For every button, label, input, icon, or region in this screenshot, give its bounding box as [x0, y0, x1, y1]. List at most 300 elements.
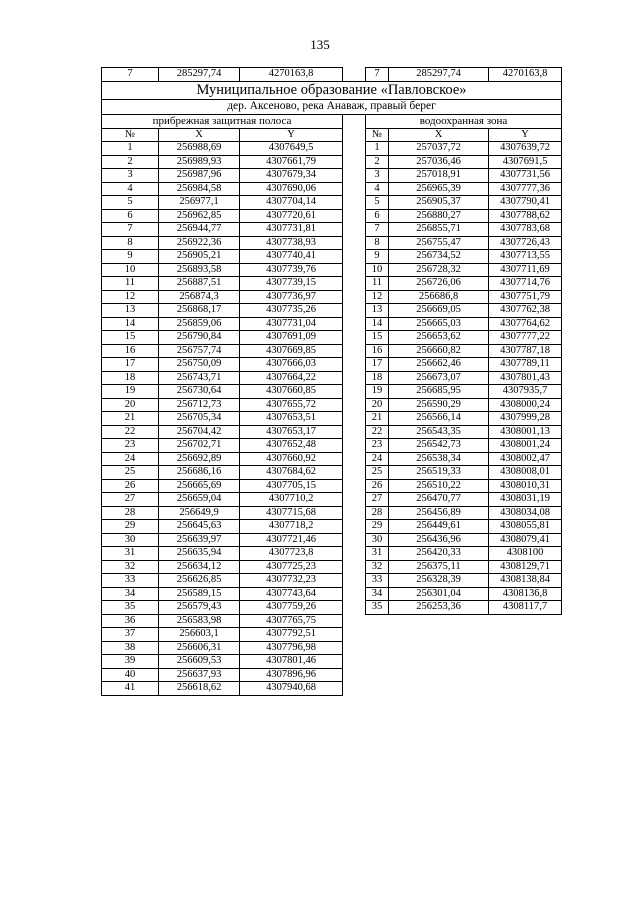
table-row: [102, 223, 562, 237]
right-cell-num: 6: [366, 209, 389, 223]
right-cell-x: 257036,46: [389, 155, 489, 169]
gap-cell: [343, 263, 366, 277]
right-cell-num: 23: [366, 439, 389, 453]
left-cell-y: 4307664,22: [240, 371, 343, 385]
gap-cell: [343, 331, 366, 345]
left-cell-num: 38: [102, 641, 159, 655]
table-row: [102, 682, 562, 696]
right-cell-x: 256673,07: [389, 371, 489, 385]
top-right-num: 7: [366, 68, 389, 82]
left-cell-x: 256790,84: [159, 331, 240, 345]
left-cell-num: 1: [102, 142, 159, 156]
gap-cell: [343, 317, 366, 331]
left-cell-y: 4307649,5: [240, 142, 343, 156]
right-cell-x: 257037,72: [389, 142, 489, 156]
left-cell-y: 4307759,26: [240, 601, 343, 615]
right-cell-x: 257018,91: [389, 169, 489, 183]
table-row: [102, 452, 562, 466]
left-cell-y: 4307896,96: [240, 668, 343, 682]
table-row: [102, 574, 562, 588]
table-row: [102, 182, 562, 196]
right-cell-num: 27: [366, 493, 389, 507]
left-cell-num: 33: [102, 574, 159, 588]
right-cell-x: 256449,61: [389, 520, 489, 534]
left-cell-y: 4307739,15: [240, 277, 343, 291]
table-row: [102, 290, 562, 304]
right-cell-y: 4308001,13: [489, 425, 562, 439]
right-cell-y: 4308136,8: [489, 587, 562, 601]
empty-cell: [366, 641, 389, 655]
left-cell-y: 4307691,09: [240, 331, 343, 345]
left-cell-x: 256583,98: [159, 614, 240, 628]
gap-cell: [343, 520, 366, 534]
left-cell-num: 5: [102, 196, 159, 210]
left-cell-x: 256743,71: [159, 371, 240, 385]
left-header-num: №: [102, 128, 159, 142]
left-cell-num: 14: [102, 317, 159, 331]
left-cell-x: 256649,9: [159, 506, 240, 520]
right-cell-y: 4307751,79: [489, 290, 562, 304]
left-cell-x: 256579,43: [159, 601, 240, 615]
right-cell-x: 256456,89: [389, 506, 489, 520]
left-cell-x: 256635,94: [159, 547, 240, 561]
empty-cell: [389, 668, 489, 682]
left-cell-y: 4307669,85: [240, 344, 343, 358]
left-cell-x: 256922,36: [159, 236, 240, 250]
coordinates-table: [101, 67, 562, 696]
left-cell-x: 256609,53: [159, 655, 240, 669]
left-cell-x: 256645,63: [159, 520, 240, 534]
right-cell-y: 4307789,11: [489, 358, 562, 372]
left-cell-y: 4307801,46: [240, 655, 343, 669]
left-cell-num: 31: [102, 547, 159, 561]
right-cell-num: 31: [366, 547, 389, 561]
right-cell-y: 4307999,28: [489, 412, 562, 426]
location-subtitle: дер. Аксеново, река Анаваж, правый берег: [102, 99, 562, 114]
gap-cell: [343, 614, 366, 628]
gap-cell: [343, 371, 366, 385]
left-cell-y: 4307705,15: [240, 479, 343, 493]
right-cell-y: 4307714,76: [489, 277, 562, 291]
left-cell-y: 4307731,81: [240, 223, 343, 237]
left-cell-num: 9: [102, 250, 159, 264]
right-cell-num: 21: [366, 412, 389, 426]
right-cell-num: 22: [366, 425, 389, 439]
gap-cell: [343, 223, 366, 237]
right-header-y: Y: [489, 128, 562, 142]
left-cell-num: 26: [102, 479, 159, 493]
empty-cell: [366, 668, 389, 682]
right-cell-num: 8: [366, 236, 389, 250]
right-cell-num: 5: [366, 196, 389, 210]
right-cell-y: 4308010,31: [489, 479, 562, 493]
left-cell-num: 23: [102, 439, 159, 453]
table-row: [102, 263, 562, 277]
left-cell-x: 256989,93: [159, 155, 240, 169]
left-cell-num: 34: [102, 587, 159, 601]
empty-cell: [489, 668, 562, 682]
table-row: [102, 493, 562, 507]
left-cell-y: 4307718,2: [240, 520, 343, 534]
left-cell-y: 4307715,68: [240, 506, 343, 520]
right-cell-x: 256728,32: [389, 263, 489, 277]
left-cell-y: 4307710,2: [240, 493, 343, 507]
table-row: [102, 250, 562, 264]
gap-cell: [343, 412, 366, 426]
left-cell-y: 4307704,14: [240, 196, 343, 210]
right-cell-y: 4307777,36: [489, 182, 562, 196]
left-cell-num: 36: [102, 614, 159, 628]
gap-cell: [343, 385, 366, 399]
right-cell-y: 4307801,43: [489, 371, 562, 385]
left-cell-x: 256603,1: [159, 628, 240, 642]
right-cell-num: 7: [366, 223, 389, 237]
right-cell-x: 256660,82: [389, 344, 489, 358]
left-cell-x: 256962,85: [159, 209, 240, 223]
left-cell-y: 4307765,75: [240, 614, 343, 628]
left-cell-num: 37: [102, 628, 159, 642]
right-cell-num: 28: [366, 506, 389, 520]
table-row: [102, 520, 562, 534]
left-cell-x: 256944,77: [159, 223, 240, 237]
left-cell-x: 256874,3: [159, 290, 240, 304]
right-cell-num: 34: [366, 587, 389, 601]
empty-cell: [389, 682, 489, 696]
gap-cell: [343, 425, 366, 439]
left-cell-num: 24: [102, 452, 159, 466]
left-cell-y: 4307796,98: [240, 641, 343, 655]
right-cell-num: 10: [366, 263, 389, 277]
right-cell-y: 4308079,41: [489, 533, 562, 547]
left-cell-x: 256887,51: [159, 277, 240, 291]
table-row: [102, 668, 562, 682]
left-cell-num: 17: [102, 358, 159, 372]
right-cell-y: 4307726,43: [489, 236, 562, 250]
right-cell-num: 17: [366, 358, 389, 372]
gap-cell: [343, 574, 366, 588]
left-cell-num: 4: [102, 182, 159, 196]
table-row: [102, 385, 562, 399]
gap-cell: [343, 344, 366, 358]
empty-cell: [366, 655, 389, 669]
top-row: [102, 68, 562, 82]
left-cell-y: 4307731,04: [240, 317, 343, 331]
right-cell-y: 4307787,18: [489, 344, 562, 358]
left-cell-num: 29: [102, 520, 159, 534]
left-cell-y: 4307684,62: [240, 466, 343, 480]
top-right-x: 285297,74: [389, 68, 489, 82]
right-cell-x: 256538,34: [389, 452, 489, 466]
right-cell-y: 4308002,47: [489, 452, 562, 466]
left-cell-num: 20: [102, 398, 159, 412]
gap-cell: [343, 304, 366, 318]
left-cell-num: 6: [102, 209, 159, 223]
table-row: [102, 317, 562, 331]
gap-cell: [343, 601, 366, 615]
table-row: [102, 142, 562, 156]
right-zone-title: водоохранная зона: [366, 114, 562, 128]
left-cell-y: 4307940,68: [240, 682, 343, 696]
left-cell-y: 4307666,03: [240, 358, 343, 372]
left-cell-x: 256730,64: [159, 385, 240, 399]
right-cell-num: 14: [366, 317, 389, 331]
right-cell-num: 1: [366, 142, 389, 156]
top-left-x: 285297,74: [159, 68, 240, 82]
table-row: [102, 560, 562, 574]
right-cell-num: 33: [366, 574, 389, 588]
left-cell-num: 12: [102, 290, 159, 304]
right-cell-num: 9: [366, 250, 389, 264]
gap-cell: [343, 277, 366, 291]
table-row: [102, 506, 562, 520]
right-cell-y: 4307935,7: [489, 385, 562, 399]
left-cell-y: 4307661,79: [240, 155, 343, 169]
gap-cell: [343, 68, 366, 82]
right-cell-num: 20: [366, 398, 389, 412]
right-cell-x: 256726,06: [389, 277, 489, 291]
empty-cell: [489, 628, 562, 642]
right-cell-x: 256686,8: [389, 290, 489, 304]
right-cell-y: 4308138,84: [489, 574, 562, 588]
right-cell-x: 256328,39: [389, 574, 489, 588]
right-cell-num: 18: [366, 371, 389, 385]
right-cell-x: 256470,77: [389, 493, 489, 507]
table-row: [102, 331, 562, 345]
left-cell-y: 4307653,17: [240, 425, 343, 439]
left-cell-y: 4307732,23: [240, 574, 343, 588]
right-cell-num: 26: [366, 479, 389, 493]
right-cell-num: 32: [366, 560, 389, 574]
right-cell-x: 256519,33: [389, 466, 489, 480]
table-row: [102, 412, 562, 426]
right-cell-y: 4307711,69: [489, 263, 562, 277]
left-cell-num: 13: [102, 304, 159, 318]
left-cell-num: 21: [102, 412, 159, 426]
right-cell-y: 4308117,7: [489, 601, 562, 615]
right-cell-y: 4308055,81: [489, 520, 562, 534]
left-cell-x: 256893,58: [159, 263, 240, 277]
left-cell-y: 4307690,06: [240, 182, 343, 196]
gap-cell: [343, 155, 366, 169]
gap-cell: [343, 439, 366, 453]
left-zone-title: прибрежная защитная полоса: [102, 114, 343, 128]
left-cell-num: 25: [102, 466, 159, 480]
left-cell-num: 27: [102, 493, 159, 507]
table-row: [102, 655, 562, 669]
table-row: [102, 209, 562, 223]
right-cell-y: 4307788,62: [489, 209, 562, 223]
page-number: 135: [310, 37, 330, 52]
right-cell-x: 256375,11: [389, 560, 489, 574]
right-cell-num: 29: [366, 520, 389, 534]
left-cell-y: 4307652,48: [240, 439, 343, 453]
left-cell-x: 256704,42: [159, 425, 240, 439]
empty-cell: [366, 682, 389, 696]
table-row: [102, 479, 562, 493]
gap-cell: [343, 506, 366, 520]
right-cell-x: 256542,73: [389, 439, 489, 453]
left-cell-num: 35: [102, 601, 159, 615]
left-cell-x: 256859,06: [159, 317, 240, 331]
empty-cell: [489, 614, 562, 628]
table-row: [102, 196, 562, 210]
right-cell-y: 4307731,56: [489, 169, 562, 183]
right-cell-x: 256420,33: [389, 547, 489, 561]
left-cell-y: 4307739,76: [240, 263, 343, 277]
empty-cell: [489, 682, 562, 696]
right-cell-x: 256685,95: [389, 385, 489, 399]
left-cell-x: 256665,69: [159, 479, 240, 493]
right-cell-x: 256436,96: [389, 533, 489, 547]
left-cell-y: 4307735,26: [240, 304, 343, 318]
gap-cell: [343, 641, 366, 655]
gap-cell: [343, 398, 366, 412]
left-cell-y: 4307723,8: [240, 547, 343, 561]
municipality-title: Муниципальное образование «Павловское»: [102, 81, 562, 99]
right-header-x: X: [389, 128, 489, 142]
table-row: [102, 169, 562, 183]
left-cell-x: 256686,16: [159, 466, 240, 480]
gap-cell: [343, 547, 366, 561]
gap-cell: [343, 236, 366, 250]
left-cell-num: 19: [102, 385, 159, 399]
gap-cell: [343, 628, 366, 642]
right-cell-x: 256253,36: [389, 601, 489, 615]
title-row: [102, 81, 562, 99]
gap-cell: [343, 182, 366, 196]
empty-cell: [389, 614, 489, 628]
left-cell-x: 256634,12: [159, 560, 240, 574]
right-cell-y: 4307764,62: [489, 317, 562, 331]
left-cell-y: 4307721,46: [240, 533, 343, 547]
empty-cell: [389, 628, 489, 642]
gap-cell: [343, 479, 366, 493]
gap-cell: [343, 682, 366, 696]
right-cell-x: 256510,22: [389, 479, 489, 493]
gap-cell: [343, 290, 366, 304]
right-cell-y: 4307783,68: [489, 223, 562, 237]
right-cell-x: 256662,46: [389, 358, 489, 372]
left-cell-x: 256712,73: [159, 398, 240, 412]
left-cell-x: 256977,1: [159, 196, 240, 210]
left-cell-num: 7: [102, 223, 159, 237]
gap-cell: [343, 533, 366, 547]
left-cell-x: 256987,96: [159, 169, 240, 183]
left-cell-x: 256705,34: [159, 412, 240, 426]
left-cell-num: 8: [102, 236, 159, 250]
left-cell-num: 28: [102, 506, 159, 520]
left-cell-num: 40: [102, 668, 159, 682]
empty-cell: [489, 641, 562, 655]
right-cell-y: 4307777,22: [489, 331, 562, 345]
gap-cell: [343, 358, 366, 372]
left-cell-x: 256626,85: [159, 574, 240, 588]
left-cell-num: 15: [102, 331, 159, 345]
gap-cell: [343, 250, 366, 264]
gap-cell: [343, 655, 366, 669]
right-cell-num: 11: [366, 277, 389, 291]
left-cell-x: 256639,97: [159, 533, 240, 547]
left-cell-x: 256659,04: [159, 493, 240, 507]
left-cell-x: 256905,21: [159, 250, 240, 264]
right-cell-num: 15: [366, 331, 389, 345]
table-row: [102, 587, 562, 601]
empty-cell: [389, 655, 489, 669]
right-cell-x: 256590,29: [389, 398, 489, 412]
gap-cell: [343, 128, 366, 142]
table-row: [102, 641, 562, 655]
table-row: [102, 277, 562, 291]
right-cell-y: 4307691,5: [489, 155, 562, 169]
left-cell-y: 4307736,97: [240, 290, 343, 304]
table-row: [102, 371, 562, 385]
right-cell-x: 256965,39: [389, 182, 489, 196]
right-cell-y: 4307713,55: [489, 250, 562, 264]
left-cell-y: 4307725,23: [240, 560, 343, 574]
right-cell-num: 4: [366, 182, 389, 196]
left-cell-x: 256750,09: [159, 358, 240, 372]
right-cell-y: 4308129,71: [489, 560, 562, 574]
table-row: [102, 547, 562, 561]
gap-cell: [343, 169, 366, 183]
left-cell-y: 4307660,85: [240, 385, 343, 399]
left-header-y: Y: [240, 128, 343, 142]
table-row: [102, 358, 562, 372]
table-row: [102, 601, 562, 615]
right-cell-x: 256755,47: [389, 236, 489, 250]
coordinates-table-body: [102, 68, 562, 696]
gap-cell: [343, 466, 366, 480]
right-cell-x: 256734,52: [389, 250, 489, 264]
table-row: [102, 425, 562, 439]
left-cell-y: 4307653,51: [240, 412, 343, 426]
left-cell-num: 11: [102, 277, 159, 291]
right-cell-num: 2: [366, 155, 389, 169]
right-cell-num: 30: [366, 533, 389, 547]
table-row: [102, 628, 562, 642]
top-left-num: 7: [102, 68, 159, 82]
left-cell-x: 256868,17: [159, 304, 240, 318]
left-cell-x: 256988,69: [159, 142, 240, 156]
right-cell-num: 12: [366, 290, 389, 304]
left-cell-num: 39: [102, 655, 159, 669]
left-cell-x: 256589,15: [159, 587, 240, 601]
right-header-num: №: [366, 128, 389, 142]
right-cell-x: 256669,05: [389, 304, 489, 318]
right-cell-num: 19: [366, 385, 389, 399]
right-cell-num: 25: [366, 466, 389, 480]
left-cell-y: 4307660,92: [240, 452, 343, 466]
left-cell-y: 4307743,64: [240, 587, 343, 601]
left-cell-x: 256618,62: [159, 682, 240, 696]
header-row: [102, 128, 562, 142]
right-cell-num: 13: [366, 304, 389, 318]
left-cell-y: 4307720,61: [240, 209, 343, 223]
right-cell-y: 4307790,41: [489, 196, 562, 210]
left-cell-num: 41: [102, 682, 159, 696]
gap-cell: [343, 668, 366, 682]
left-cell-num: 16: [102, 344, 159, 358]
empty-cell: [489, 655, 562, 669]
left-cell-num: 32: [102, 560, 159, 574]
right-cell-num: 16: [366, 344, 389, 358]
table-row: [102, 439, 562, 453]
right-cell-x: 256566,14: [389, 412, 489, 426]
gap-cell: [343, 560, 366, 574]
right-cell-y: 4308000,24: [489, 398, 562, 412]
right-cell-x: 256905,37: [389, 196, 489, 210]
right-cell-x: 256653,62: [389, 331, 489, 345]
